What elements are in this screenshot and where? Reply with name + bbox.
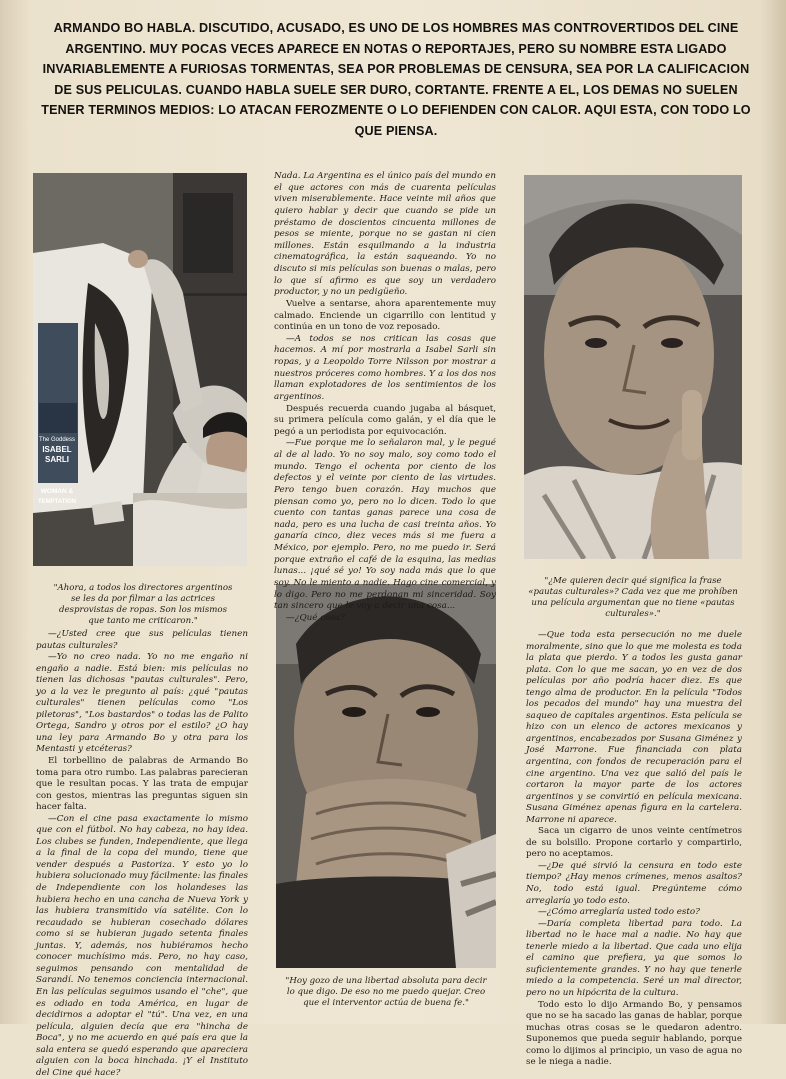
photo1-caption: "Ahora, a todos los directores argentinos se les da por filmar a las actrices desprovistas de ropas. Son los mismos que tanto me criticaron." (53, 583, 233, 626)
paragraph: —Con el cine pasa exactamente lo mismo que con el fútbol. No hay cabeza, no hay idea. Los clubes se funden, Independiente, que llega a la final de la copa del mundo, tiene que vender después a Pastoriza. Y esto yo lo hubiera solucionado muy fácilmente: las finales de Independiente con los holandeses las hubiera hecho en una cancha de Nueva York y las hubiera transmitido vía satélite. Con lo recaudado se hubieran cosechado dólares como si se hubieran jugado setenta finales juntas. Y, además, nos hubiéramos hecho conocer muchísimo más. Pero, no hay caso, seguimos pensando con mentalidad de Sarandí. No tenemos conciencia internacional. En las películas seguimos usando el "che", que es odiado en toda América, en lugar de decidirnos a adoptar el "tú". Una vez, en una película, alguien decía que era "hincha de Boca", y no me acuerdo en qué país era que la sala entera se quedó esperando que apareciera alguien con la boca hinchada. ¡Y el Instituto del Cine qué hace? (36, 813, 248, 1078)
photo-man-pointing (524, 175, 742, 559)
paragraph: Saca un cigarro de unos veinte centímetros de su bolsillo. Propone cortarlo y compartirlo, pero no aceptamos. (526, 826, 742, 860)
photo3-caption: "Hoy gozo de una libertad absoluta para decir lo que digo. De eso no me puedo quejar. Creo que el interventor actúa de buena fe." (285, 976, 487, 1008)
paragraph: —Yo no creo nada. Yo no me engaño ni engaño a nadie. Está bien: mis películas no tienen las dichosas "pautas culturales". Pero, yo a la vez le pregunto al país: ¿qué "pautas culturales" tienen películas como "Los piletoras", "Los bastardos" o todas las de Palito Ortega, Sandro y otros por el estilo? ¿O hay una ley para Armando Bo y otra para los Mentasti y etcéteras? (36, 652, 248, 755)
poster-line: WOMAN & (40, 488, 74, 495)
paragraph: —¿Qué cosa? (286, 612, 345, 623)
paragraph: Nada. La Argentina es el único país del mundo en el que actores con más de cuarenta películas viven miserablemente. Hace veinte mil años que quiero hablar y decir que cuando se pide un préstamo de doscientos cincuenta millones de pesos se miente, porque no se gastan ni cien millones. Están esquilmando a la industria cinematográfica, la están saqueando. Yo no discuto si mis películas son buenas o malas, pero lo que sí afirmo es que soy un verdadero productor, y no un pedigüeño. (274, 171, 496, 298)
photo2-caption: "¿Me quieren decir qué significa la frase «pautas culturales»? Cada vez que me prohíben una película argumentan que no tiene «pautas culturales»." (528, 576, 738, 619)
paragraph: El torbellino de palabras de Armando Bo toma para otro rumbo. Las palabras parecieran que le resultan pocas. Y las trata de empujar con gestos, mientras las preguntas siguen sin hacer falta. (36, 756, 248, 813)
photo-man-with-poster (33, 173, 247, 566)
paragraph: —A todos se nos critican las cosas que hacemos. A mí por mostrarla a Isabel Sarli sin ropas, y a Leopoldo Torre Nilsson por mostrar a nuestros próceres como hombres. Y a los dos nos llaman explotadores de los sentimientos de los argentinos. (274, 333, 496, 402)
paragraph: —Daría completa libertad para todo. La libertad no le hace mal a nadie. No hay que tenerle miedo a la libertad. Que cada uno elija el camino que prefiera, ya que somos lo suficientemente grandes. Y no hay que tenerle miedo a la competencia. Seré un mal director, pero no un hipócrita de la cultura. (526, 918, 742, 998)
poster-line: SARLI (45, 455, 69, 464)
right-column-text (526, 630, 742, 1069)
middle-column-text (274, 171, 496, 624)
photo-man-hands-clasped (276, 584, 496, 968)
poster-line: TEMPTATION (37, 499, 77, 505)
paragraph: —Fue porque me lo señalaron mal, y le pegué al de al lado. Yo no soy malo, soy como todo el mundo. Tengo el ochenta por ciento de los defectos y el veinte por ciento de las virtudes. Pero tengo buen corazón. Hay muchos que piensan como yo, pero no lo dicen. Todo lo que cuento con tantas ganas parece una cosa de nada, pero es una lucha de casi treinta años. Yo ganaría cinco, diez veces más si me fuera a México, por ejemplo. Pero, no me puedo ir. Será porque extraño el café de la esquina, las medias lunas... ¡qué sé yo! Yo soy nada más que lo que soy. No le miento a nadie. Hago cine comercial, y lo digo. Pero no me perdonan mi sinceridad. Soy tan sincero que le voy a decir una cosa... (274, 438, 496, 612)
paragraph: —Que toda esta persecución no me duele moralmente, sino que lo que me molesta es toda la plata que pierdo. Y a todos les gusta ganar plata. Con lo que me sacan, yo en vez de dos películas por año podría hacer diez. Es que tengo alma de productor. En la película "Todos los pecados del mundo" hay una muestra del saqueo de capitales argentinos. Esta película se hizo con un elenco de actores mexicanos y argentinos, encabezados por Susana Giménez y José Marrone. Fue financiada con plata argentina, con fondos de recuperación para el cine argentino. Una vez que salió del país le cortaron la mayor parte de los actores argentinos y se convirtió en película mexicana. Susana Giménez apenas figura en la cartelera. Marrone ni aparece. (526, 630, 742, 825)
paragraph: Después recuerda cuando jugaba al básquet, su primera película como galán, y el día que le pegó a un periodista por equivocación. (274, 403, 496, 437)
poster-text (36, 435, 78, 507)
intro-paragraph: ARMANDO BO HABLA. DISCUTIDO, ACUSADO, ES UNO DE LOS HOMBRES MAS CONTROVERTIDOS DEL CINE ARGENTINO. MUY POCAS VECES APARECE EN NOTAS O REPORTAJES, PERO SU NOMBRE ESTA LIGADO INVARIABLEMENTE A FURIOSAS TORMENTAS, SEA POR PROBLEMAS DE CENSURA, SEA POR LA CALIFICACION DE SUS PELICULAS. CUANDO HABLA SUELE SER DURO, CORTANTE. FRENTE A EL, LOS DEMAS NO SUELEN TENER TERMINOS MEDIOS: LO ATACAN FEROZMENTE O LO DEFIENDEN CON CALOR. AQUI ESTA, CON TODO LO QUE PIENSA. (41, 21, 751, 138)
paragraph: —¿Cómo arreglaría usted todo esto? (538, 907, 700, 918)
poster-line: The Goddess (38, 437, 76, 443)
poster-line: ISABEL (42, 445, 72, 454)
paragraph: Vuelve a sentarse, ahora aparentemente muy calmado. Enciende un cigarrillo con lentitud y continúa en un tono de voz reposado. (274, 298, 496, 333)
paragraph: —¿Usted cree que sus películas tienen pautas culturales? (36, 629, 248, 651)
left-column-text (36, 629, 248, 1079)
paragraph: —¿De qué sirvió la censura en todo este tiempo? ¿Hay menos crímenes, menos asaltos? No, todo está igual. Pregúnteme cómo arreglaría yo todo esto. (526, 860, 742, 906)
paragraph: Todo esto lo dijo Armando Bo, y pensamos que no se ha sacado las ganas de hablar, porque muchas otras cosas se le quedaron adentro. Suponemos que pueda seguir hablando, porque como lo dijimos al principio, un vaso de agua no se le niega a nadie. (526, 999, 742, 1068)
